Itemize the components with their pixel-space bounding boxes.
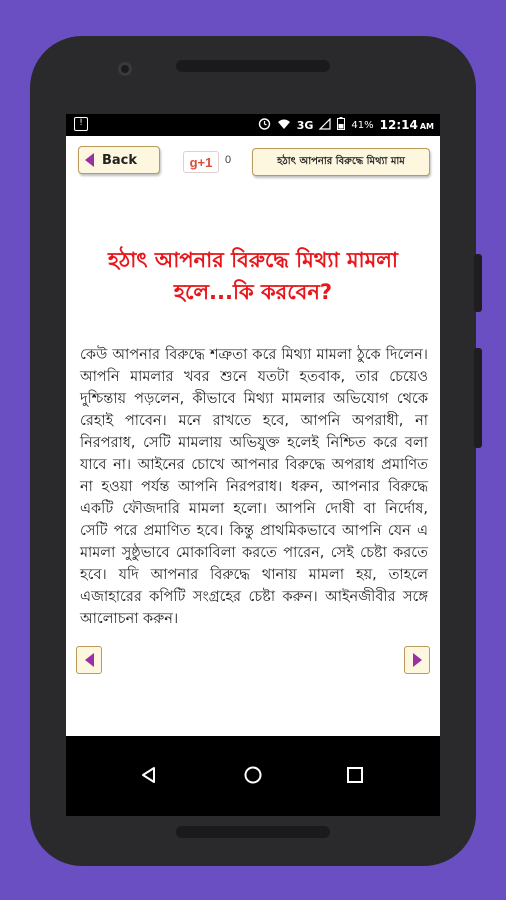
phone-frame [30, 36, 476, 866]
google-plus-count: 0 [225, 154, 232, 166]
battery-icon [337, 117, 345, 133]
battery-percent: 41% [351, 119, 374, 131]
clock [380, 118, 434, 132]
article-headline: হঠাৎ আপনার বিরুদ্ধে মিথ্যা মামলা হলে...কি করবেন? [108, 248, 398, 304]
previous-page-button[interactable] [76, 646, 102, 674]
network-type: 3G [296, 118, 314, 132]
clock-time: 12:14 [379, 118, 418, 132]
android-nav-bar [66, 736, 440, 816]
nav-home-icon [243, 765, 263, 785]
article-page [66, 136, 440, 736]
next-arrow-icon [413, 653, 422, 667]
nav-recents-button[interactable] [340, 760, 370, 790]
bottom-speaker [176, 826, 330, 838]
nav-recents-icon [346, 766, 364, 784]
nav-home-button[interactable] [238, 760, 268, 790]
article-title-button[interactable]: হঠাৎ আপনার বিরুদ্ধে মিথ্যা মাম [252, 148, 430, 176]
power-button [474, 254, 482, 312]
google-plus-button[interactable]: g+1 [183, 151, 219, 173]
article-toolbar [66, 136, 440, 180]
wifi-icon [277, 118, 291, 133]
nav-back-button[interactable] [134, 760, 164, 790]
volume-button [474, 348, 482, 448]
previous-arrow-icon [85, 653, 94, 667]
status-bar [66, 114, 440, 136]
back-label: Back [102, 152, 138, 168]
nav-back-icon [140, 766, 158, 784]
article-body: কেউ আপনার বিরুদ্ধে শত্রুতা করে মিথ্যা মামলা ঠুকে দিলেন। আপনি মামলার খবর শুনে যতটা হতবাক, তার চেয়েও দুশ্চিন্তায় পড়লেন, কীভাবে মিথ্যা মামলার অভিযোগ থেকে রেহাই পাবেন। মনে রাখতে হবে, আপনি অপরাধী, না নিরপরাধ, সেটি মামলায় অভিযুক্ত হলেই নিশ্চিত করে বলা যাবে না। আইনের চোখে আপনার বিরুদ্ধে অপরাধ প্রমাণিত না হওয়া পর্যন্ত আপনি নিরপরাধ। ধরুন, আপনার বিরুদ্ধে একটি ফৌজদারি মামলা হলো। আপনি দোষী বা নির্দোষ, সেটি পরে প্রমাণিত হবে। কিন্তু প্রাথমিকভাবে আপনি যেন এ মামলা সুষ্ঠুভাবে মোকাবিলা করতে পারেন, সেই চেষ্টা করতে হবে। যদি আপনার বিরুদ্ধে থানায় মামলা হয়, তাহলে এজাহারের কপিটি সংগ্রহের চেষ্টা করুন। আইনজীবীর সঙ্গে আলোচনা করুন। [80, 347, 428, 627]
alarm-icon [258, 117, 271, 133]
clock-ampm: AM [419, 122, 434, 131]
notification-icon: ! [74, 117, 88, 131]
back-button[interactable] [78, 146, 160, 174]
screen [66, 114, 440, 816]
signal-icon [319, 118, 331, 133]
back-arrow-icon [85, 153, 94, 167]
front-camera [118, 62, 132, 76]
top-speaker [176, 60, 330, 72]
next-page-button[interactable] [404, 646, 430, 674]
